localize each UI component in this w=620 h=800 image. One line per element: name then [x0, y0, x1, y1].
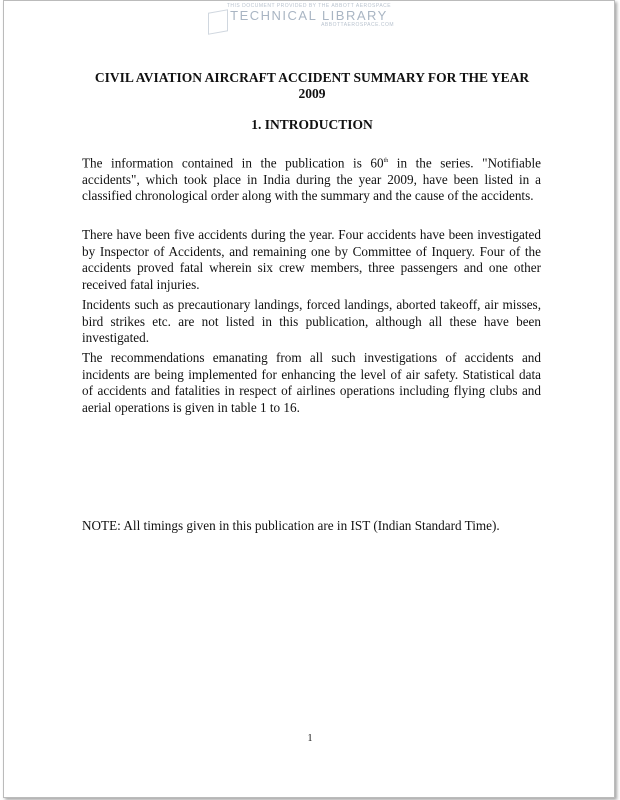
paragraph-3: Incidents such as precautionary landings, forced landings, aborted takeoff, air misses, bird strikes etc. are not listed in this publication, although all these have been investigated.: [82, 297, 541, 345]
document-title: CIVIL AVIATION AIRCRAFT ACCIDENT SUMMARY FOR THE YEAR 2009: [94, 70, 530, 101]
page-number: 1: [307, 733, 313, 744]
paragraph-2: There have been five accidents during the year. Four accidents have been investigated by Inspector of Accidents, and remaining one by Committee of Inquery. Four of the accidents proved fatal wherein six crew members, three passengers and one other received fatal injuries.: [82, 227, 541, 292]
paragraph-4: The recommendations emanating from all such investigations of accidents and incidents are being implemented for enhancing the level of air safety. Statistical data of accidents and fatalities in respect of airlines operations including flying clubs and aerial operations is given in table 1 to 16.: [82, 350, 541, 415]
watermark-logo: [204, 3, 414, 37]
logo-line3: ABBOTTAEROSPACE.COM: [321, 22, 394, 28]
logo-icon: [208, 9, 228, 35]
p1-superscript: th: [383, 158, 389, 164]
logo-line1: THIS DOCUMENT PROVIDED BY THE ABBOTT AEROSPACE: [226, 3, 392, 9]
logo-line2: TECHNICAL LIBRARY: [230, 8, 388, 23]
p1-text-b: in the series. "Notifiable accidents", which took place in India during the year 2009, have been listed in a classified chronological order along with the summary and the cause of the accidents.: [82, 155, 541, 204]
p1-text-a: The information contained in the publication is 60: [82, 155, 384, 171]
section-heading: 1. INTRODUCTION: [251, 117, 373, 132]
paragraph-1: [82, 153, 541, 205]
note: NOTE: All timings given in this publication are in IST (Indian Standard Time).: [82, 518, 500, 533]
